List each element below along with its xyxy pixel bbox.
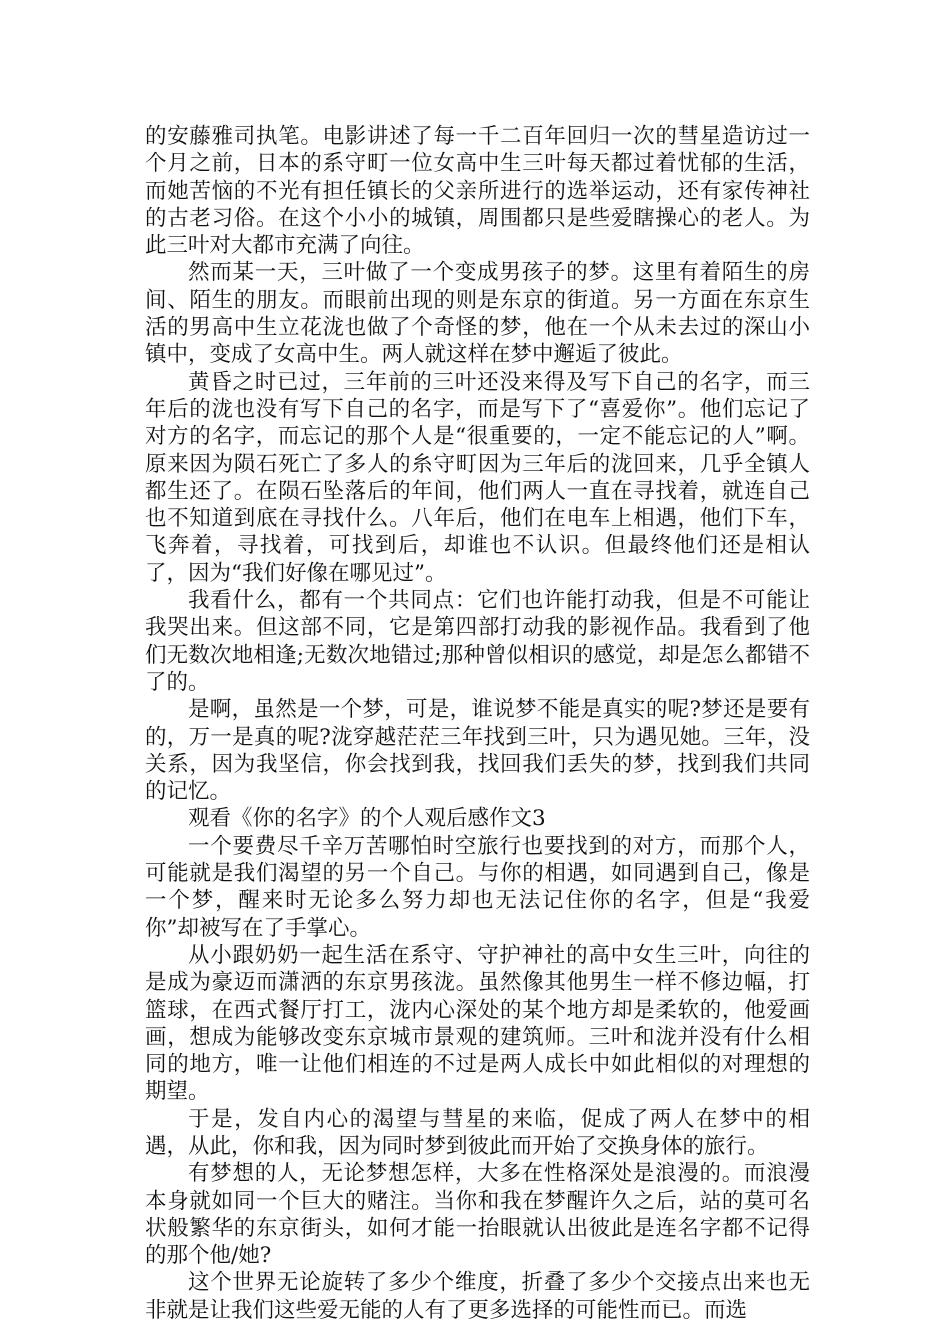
paragraph: 有梦想的人，无论梦想怎样，大多在性格深处是浪漫的。而浪漫本身就如同一个巨大的赌注。当你和我在梦醒许久之后，站的莫可名状般繁华的东京街头，如何才能一抬眼就认出彼此是连名字都不记得的那个他/她? bbox=[145, 1161, 810, 1269]
paragraph: 我看什么，都有一个共同点：它们也许能打动我，但是不可能让我哭出来。但这部不同，它是第四部打动我的影视作品。我看到了他们无数次地相逢;无数次地错过;那种曾似相识的感觉，却是怎么都错不了的。 bbox=[145, 588, 810, 695]
document-body bbox=[145, 123, 810, 1324]
paragraph: 从小跟奶奶一起生活在系守、守护神社的高中女生三叶，向往的是成为豪迈而潇洒的东京男孩泷。虽然像其他男生一样不修边幅，打篮球，在西式餐厅打工，泷内心深处的某个地方却是柔软的，他爱画画，想成为能够改变东京城市景观的建筑师。三叶和泷并没有什么相同的地方，唯一让他们相连的不过是两人成长中如此相似的对理想的期望。 bbox=[145, 942, 810, 1105]
paragraph: 一个要费尽千辛万苦哪怕时空旅行也要找到的对方，而那个人，可能就是我们渴望的另一个自己。与你的相遇，如同遇到自己，像是一个梦，醒来时无论多么努力却也无法记住你的名字，但是“我爱你”却被写在了手掌心。 bbox=[145, 833, 810, 941]
paragraph: 于是，发自内心的渴望与彗星的来临，促成了两人在梦中的相遇，从此，你和我，因为同时梦到彼此而开始了交换身体的旅行。 bbox=[145, 1106, 810, 1159]
paragraph: 是啊，虽然是一个梦，可是，谁说梦不能是真实的呢?梦还是要有的，万一是真的呢?泷穿越茫茫三年找到三叶，只为遇见她。三年，没关系，因为我坚信，你会找到我，找回我们丢失的梦，找到我们共同的记忆。 bbox=[145, 697, 810, 805]
paragraph-continuation: 的安藤雅司执笔。电影讲述了每一千二百年回归一次的彗星造访过一个月之前，日本的系守町一位女高中生三叶每天都过着忧郁的生活，而她苦恼的不光有担任镇长的父亲所进行的选举运动，还有家传神社的古老习俗。在这个小小的城镇，周围都只是些爱瞎操心的老人。为此三叶对大都市充满了向往。 bbox=[145, 124, 810, 259]
paragraph: 这个世界无论旋转了多少个维度，折叠了多少个交接点出来也无非就是让我们这些爱无能的人有了更多选择的可能性而已。而选 bbox=[145, 1270, 810, 1323]
paragraph: 然而某一天，三叶做了一个变成男孩子的梦。这里有着陌生的房间、陌生的朋友。而眼前出现的则是东京的街道。另一方面在东京生活的男高中生立花泷也做了个奇怪的梦，他在一个从未去过的深山小镇中，变成了女高中生。两人就这样在梦中邂逅了彼此。 bbox=[145, 260, 810, 368]
paragraph: 黄昏之时已过，三年前的三叶还没来得及写下自己的名字，而三年后的泷也没有写下自己的名字，而是写下了“喜爱你”。他们忘记了对方的名字，而忘记的那个人是“很重要的，一定不能忘记的人”啊。原来因为陨石死亡了多人的糸守町因为三年后的泷回来，几乎全镇人都生还了。在陨石坠落后的年间，他们两人一直在寻找着，就连自己也不知道到底在寻找什么。八年后，他们在电车上相遇，他们下车，飞奔着，寻找着，可找到后，却谁也不认识。但最终他们还是相认了，因为“我们好像在哪见过”。 bbox=[145, 369, 810, 586]
section-heading: 观看《你的名字》的个人观后感作文3 bbox=[188, 806, 546, 832]
